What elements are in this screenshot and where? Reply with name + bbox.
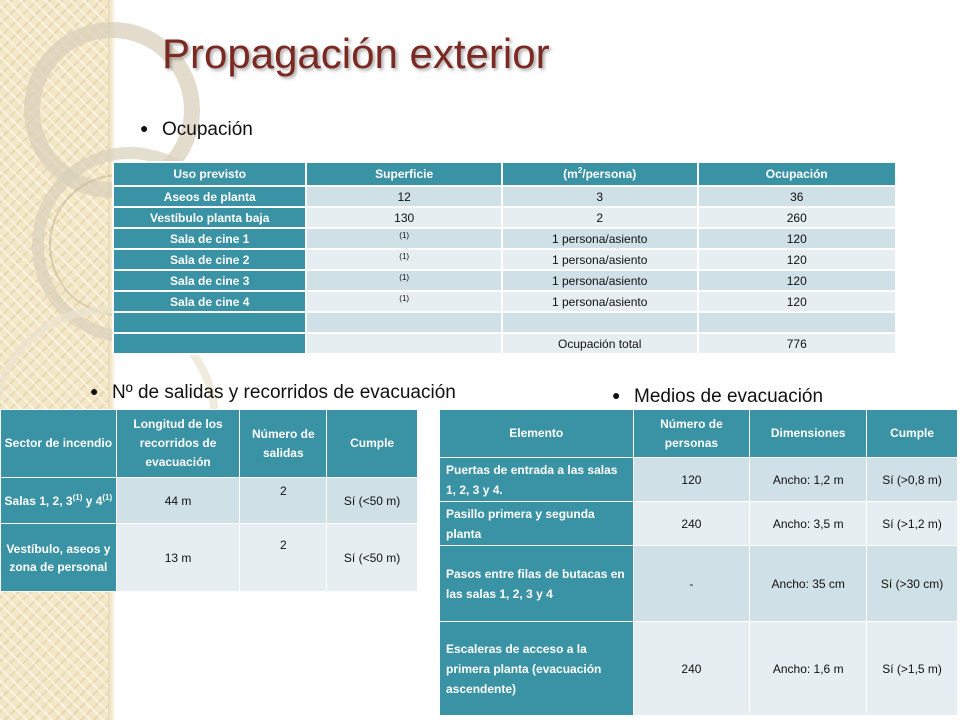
- table-row: Sala de cine 3 $^{(1)}$ 1 persona/asiento 120: [113, 270, 896, 291]
- table-row-empty: [113, 312, 896, 333]
- table-row: Puertas de entrada a las salas 1, 2, 3 y 4. 120 Ancho: 1,2 m Sí (>0,8 m): [440, 458, 958, 502]
- table-header-row: [113, 162, 896, 186]
- table-header-row: [440, 410, 958, 458]
- bullet-dot-icon: ●: [140, 120, 149, 136]
- header-sector: Sector de incendio: [1, 410, 117, 478]
- header-cumple: Cumple: [867, 410, 958, 458]
- table-row: Vestíbulo planta baja 130 2 260: [113, 207, 896, 228]
- header-superficie: Superficie: [306, 162, 501, 186]
- header-cumple: Cumple: [327, 410, 418, 478]
- occupancy-table: [112, 161, 897, 355]
- table-row: Escaleras de acceso a la primera planta (evacuación ascendente) 240 Ancho: 1,6 m Sí (>1,5 m): [440, 622, 958, 716]
- total-value: 776: [698, 333, 897, 354]
- bullet-dot-icon: ●: [612, 387, 621, 403]
- table-row: Sala de cine 1 $^{(1)}$ 1 persona/asiento 120: [113, 228, 896, 249]
- table-row-total: [113, 333, 896, 354]
- exits-table: [0, 409, 418, 592]
- header-elemento: Elemento: [440, 410, 634, 458]
- header-salidas: Número de salidas: [240, 410, 327, 478]
- total-label: Ocupación total: [502, 333, 698, 354]
- table-header-row: [1, 410, 418, 478]
- header-uso: Uso previsto: [113, 162, 306, 186]
- table-row: Sala de cine 4 $^{(1)}$ 1 persona/asiento 120: [113, 291, 896, 312]
- bullet-salidas: ● Nº de salidas y recorridos de evacuación: [90, 382, 456, 403]
- slide-title: Propagación exterior: [162, 30, 550, 77]
- bullet-ocupacion: ● Ocupación: [140, 119, 253, 140]
- table-row: Sala de cine 2 $^{(1)}$ 1 persona/asiento 120: [113, 249, 896, 270]
- header-dimensiones: Dimensiones: [750, 410, 867, 458]
- table-row: Vestíbulo, aseos y zona de personal 13 m 2 Sí (<50 m): [1, 524, 418, 592]
- table-row: Aseos de planta 12 3 36: [113, 186, 896, 207]
- header-longitud: Longitud de los recorridos de evacuación: [116, 410, 240, 478]
- header-personas: Número de personas: [633, 410, 750, 458]
- table-row: Pasos entre filas de butacas en las salas 1, 2, 3 y 4 - Ancho: 35 cm Sí (>30 cm): [440, 546, 958, 622]
- header-ratio: $(m^2/persona)$: [502, 162, 698, 186]
- table-row: Pasillo primera y segunda planta 240 Ancho: 3,5 m Sí (>1,2 m): [440, 502, 958, 546]
- header-ocupacion: Ocupación: [698, 162, 897, 186]
- bullet-medios: ● Medios de evacuación: [612, 386, 824, 407]
- bullet-dot-icon: ●: [90, 383, 99, 399]
- evacuation-table: [439, 409, 958, 716]
- table-row: Salas 1, 2, 3$^{(1)}$ y 4$^{(1)}$ 44 m 2 Sí (<50 m): [1, 478, 418, 524]
